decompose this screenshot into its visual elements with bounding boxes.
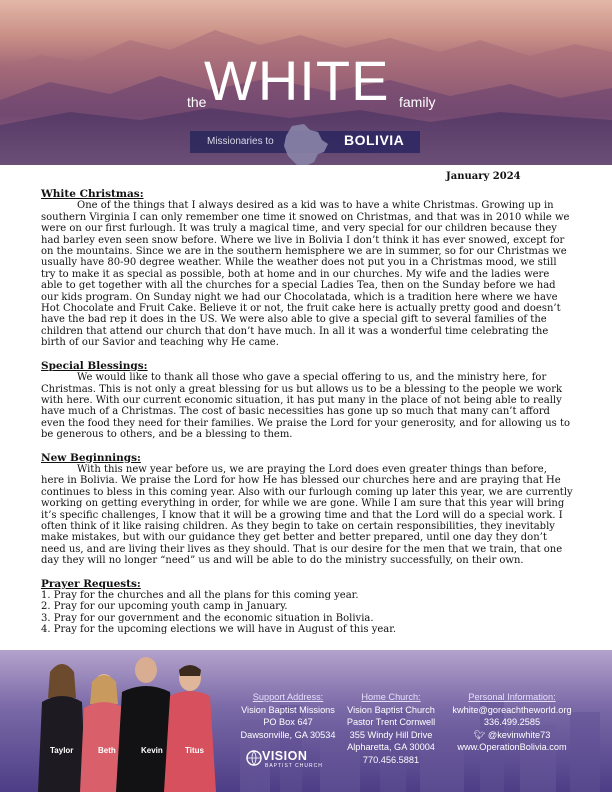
footer-banner xyxy=(0,650,612,792)
prayer-requests-list xyxy=(41,590,573,636)
home-church-block xyxy=(340,691,442,767)
home-church-line: Alpharetta, GA 30004 xyxy=(347,742,435,753)
newsletter-title xyxy=(0,49,612,122)
personal-info-block xyxy=(444,691,580,754)
home-church-heading: Home Church: xyxy=(361,692,421,702)
newsletter-date: January 2024 xyxy=(446,171,521,182)
missionaries-to-label: Missionaries to xyxy=(207,136,274,147)
family-name-titus: Titus xyxy=(185,746,204,755)
support-address-line: Dawsonville, GA 30534 xyxy=(240,729,336,740)
home-church-phone: 770.456.5881 xyxy=(362,754,420,765)
section-heading-white-christmas: White Christmas: xyxy=(41,188,144,200)
home-church-line: Vision Baptist Church xyxy=(347,704,435,715)
twitter-bird-icon: 🐦︎ xyxy=(473,729,486,740)
home-church-line: 355 Windy Hill Drive xyxy=(349,729,433,740)
family-photo xyxy=(0,650,232,792)
bolivia-map-icon xyxy=(278,122,330,165)
support-address-block xyxy=(232,691,344,741)
personal-info-heading: Personal Information: xyxy=(468,692,556,702)
prayer-item: 2. Pray for our upcoming youth camp in January. xyxy=(41,601,288,613)
family-name-taylor: Taylor xyxy=(50,746,74,755)
family-name-kevin: Kevin xyxy=(141,746,163,755)
prayer-item: 1. Pray for the churches and all the plans for this coming year. xyxy=(41,590,359,601)
support-address-heading: Support Address: xyxy=(252,692,324,702)
family-name-beth: Beth xyxy=(98,746,116,755)
title-the: the xyxy=(187,94,207,110)
home-church-line: Pastor Trent Cornwell xyxy=(346,717,436,728)
support-address-line: Vision Baptist Missions xyxy=(241,704,335,715)
section-body-special-blessings: We would like to thank all those who gave a special offering to us, and the ministry here, for Christmas. This is not only a great blessing for us but allows us to be a blessing to the people we work with here. With our current economic situation, it has put many in the place of not being able to really have much of a Christmas. The cost of basic necessities has gone up so much that many can’t afford even the food they need for their families. We praise the Lord for your generosity, and for allowing us to be generous to others, and be a blessing to them. xyxy=(41,372,570,441)
vision-logo-subtext: BAPTIST CHURCH xyxy=(265,763,323,769)
website-link[interactable]: www.OperationBolivia.com xyxy=(457,742,567,753)
prayer-item: 4. Pray for the upcoming elections we will have in August of this year. xyxy=(41,624,397,636)
prayer-item: 3. Pray for our government and the economic situation in Bolivia. xyxy=(41,612,374,624)
twitter-handle: @kevinwhite73 xyxy=(487,729,551,740)
section-heading-special-blessings: Special Blessings: xyxy=(41,359,148,372)
section-body-new-beginnings: With this new year before us, we are praying the Lord does even greater things than before, here in Bolivia. We praise the Lord for how He has blessed our churches here and are praying that He continues to bless in this coming year. Also with our furlough coming up later this year, we are currently working on getting everything in order, for while we are gone. While I am sure that this year will bring it’s specific challenges, I know that it will be a growing time and that the Lord will do a special work. I often think of it like raising children. As they begin to take on certain responsibilities, they inevitably make mistakes, but with our guidance they get better and better prepared, until one day they don’t need us, and are living their lives as they should. That is our desire for the men that we train, that one day they will no longer “need” us and will be able to do the ministry successfully, on their own. xyxy=(41,463,573,567)
header-banner xyxy=(0,0,612,165)
vision-logo-text: VISION xyxy=(262,749,308,763)
country-name: BOLIVIA xyxy=(344,132,405,148)
section-heading-new-beginnings: New Beginnings: xyxy=(41,451,141,464)
twitter-handle-row[interactable] xyxy=(444,729,580,742)
prayer-requests-heading: Prayer Requests: xyxy=(41,577,141,590)
phone-number: 336.499.2585 xyxy=(483,717,541,728)
email-link[interactable]: kwhite@goreachtheworld.org xyxy=(452,704,572,715)
section-body-white-christmas: One of the things that I always desired as a kid was to have a white Christmas. Growing up in southern Virginia I can only remember one time it snowed on Christmas, and that was in 2010 while we were on our first furlough. It was truly a magical time, and very special for our children because they had barley even seen snow before. Where we live in Bolivia I don’t think it has ever snowed, except for on the mountains. Since we are in the southern hemisphere we are in summer, so for our Christmas we usually have 80-90 degree weather. While the weather does not put you in a Christmas mood, we still try to make it as special as possible, both at home and in our churches. My wife and the ladies were able to get together with all the churches for a special Ladies Tea, then on the Sunday before we had our kids program. On Sunday night we had our Chocolatada, which is a tradition here where we have Hot Chocolate and Fruit Cake. Believe it or not, the fruit cake here is actually pretty good and doesn’t have the bad rep it does in the US. We were also able to give a special gift to several families of the children that attend our church that don’t have much. In all it was a wonderful time celebrating the birth of our Savior and teaching why He came. xyxy=(41,200,570,349)
newsletter-body xyxy=(41,189,573,636)
support-address-line: PO Box 647 xyxy=(263,717,313,728)
title-family: family xyxy=(399,94,436,110)
title-white: WHITE xyxy=(204,49,390,112)
